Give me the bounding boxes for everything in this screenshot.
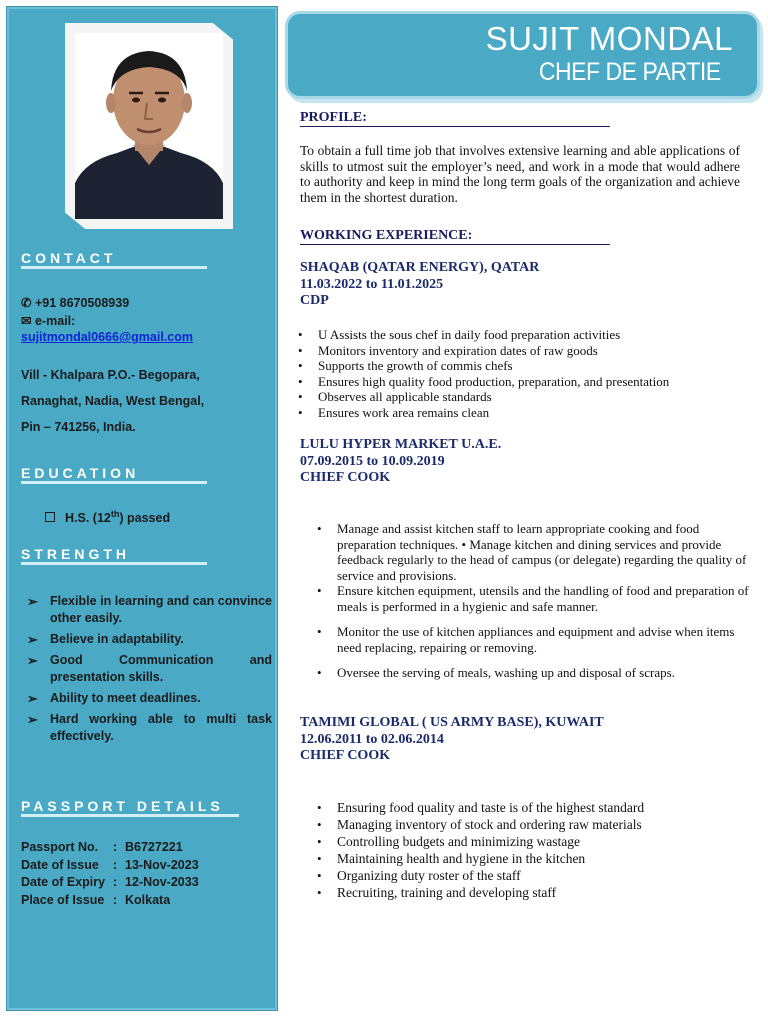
arrow-bullet-icon: ➢ <box>27 632 38 647</box>
passport-title: PASSPORT DETAILS <box>21 798 224 814</box>
profile-photo <box>75 33 223 219</box>
email-label: e-mail: <box>34 314 76 328</box>
list-item: • Oversee the serving of meals, washing up and disposal of scraps. <box>337 665 759 681</box>
candidate-name: SUJIT MONDAL <box>485 20 733 57</box>
email-link[interactable]: sujitmondal0666@gmail.com <box>21 330 193 344</box>
list-item: • Ensures work area remains clean <box>318 405 758 421</box>
job-2-header <box>300 437 760 487</box>
strength-text: Flexible in learning and can convince other easily. <box>50 594 272 625</box>
list-item <box>25 652 272 686</box>
job-role: CHIEF COOK <box>300 748 391 763</box>
address-line-2: Ranaghat, Nadia, West Bengal, <box>21 394 205 408</box>
list-item: • Ensure kitchen equipment, utensils and the handling of food and preparation of meals is performed in a hygienic and safe manner. <box>337 583 759 614</box>
passport-value: B6727221 <box>125 840 183 854</box>
list-item <box>25 690 272 707</box>
email-icon: ✉ <box>21 314 32 328</box>
passport-divider <box>21 814 239 817</box>
education-divider <box>21 481 207 484</box>
education-text-post: ) passed <box>119 511 171 526</box>
list-item: • Ensuring food quality and taste is of the highest standard <box>337 799 757 816</box>
arrow-bullet-icon: ➢ <box>27 594 38 609</box>
contact-title: CONTACT <box>21 250 117 266</box>
job-company: LULU HYPER MARKET U.A.E. <box>300 437 502 452</box>
job-3-header <box>300 715 760 765</box>
job-1-header <box>300 260 760 310</box>
passport-value: 12-Nov-2033 <box>125 875 199 889</box>
contact-divider <box>21 266 207 269</box>
list-item: • Observes all applicable standards <box>318 389 758 405</box>
table-row: Date of Issue : 13-Nov-2023 <box>21 857 199 875</box>
passport-table <box>21 839 199 909</box>
strength-divider <box>21 562 207 565</box>
list-item: • Monitors inventory and expiration dates of raw goods <box>318 343 758 359</box>
strength-text: Believe in adaptability. <box>50 632 184 646</box>
experience-section <box>300 226 760 245</box>
job-company: SHAQAB (QATAR ENERGY), QATAR <box>300 260 540 275</box>
address-line-1: Vill - Khalpara P.O.- Begopara, <box>21 368 200 382</box>
passport-label: Date of Expiry <box>21 875 106 889</box>
phone-number: +91 8670508939 <box>34 296 130 310</box>
strength-text: Hard working able to multi task effectively. <box>50 712 272 743</box>
name-banner <box>288 14 757 96</box>
checkbox-icon <box>45 512 55 522</box>
list-item: • Monitor the use of kitchen appliances and equipment and advise when items need replacing, repairing or removing. <box>337 624 759 655</box>
education-title: EDUCATION <box>21 465 140 481</box>
passport-label: Date of Issue <box>21 857 99 872</box>
job-dates: 12.06.2011 to 02.06.2014 <box>300 731 444 747</box>
job-role: CDP <box>300 293 329 308</box>
list-item: • Supports the growth of commis chefs <box>318 358 758 374</box>
passport-label: Place of Issue <box>21 892 105 907</box>
passport-value: 13-Nov-2023 <box>125 857 199 872</box>
strength-list <box>25 593 272 749</box>
candidate-role: CHEF DE PARTIE <box>539 58 721 86</box>
list-item: • Manage and assist kitchen staff to learn appropriate cooking and food preparation techniques. • Manage kitchen and dining services and provide feedback regularly to the head of campus (or delegate) regarding the quality of service and provisions. <box>337 521 759 583</box>
experience-title: WORKING EXPERIENCE: <box>300 228 610 245</box>
list-item: • Managing inventory of stock and ordering raw materials <box>337 816 757 833</box>
list-item: • Recruiting, training and developing staff <box>337 884 757 901</box>
arrow-bullet-icon: ➢ <box>27 691 38 706</box>
email-row <box>21 330 193 344</box>
table-row: Place of Issue : Kolkata <box>21 892 199 910</box>
strength-title: STRENGTH <box>21 546 130 562</box>
profile-title: PROFILE: <box>300 110 610 127</box>
list-item <box>25 711 272 745</box>
phone-icon: ✆ <box>21 296 32 310</box>
profile-text: To obtain a full time job that involves extensive learning and able applications of skills to utmost suit the employer’s need, and work in a mode that would adhere to authority and keep in mind the long term goals of the organization and achieve them in the shortest duration. <box>300 143 740 205</box>
job-2-bullets <box>337 521 759 681</box>
arrow-bullet-icon: ➢ <box>27 653 38 668</box>
table-row: Passport No. : B6727221 <box>21 839 199 857</box>
email-label-row <box>21 313 75 328</box>
job-3-bullets <box>337 799 757 901</box>
strength-text: Ability to meet deadlines. <box>50 691 201 705</box>
photo-frame <box>65 23 233 229</box>
job-company: TAMIMI GLOBAL ( US ARMY BASE), KUWAIT <box>300 715 604 730</box>
passport-value: Kolkata <box>125 892 171 907</box>
education-text-sup: th <box>110 509 120 519</box>
job-dates: 07.09.2015 to 10.09.2019 <box>300 453 445 469</box>
job-dates: 11.03.2022 to 11.01.2025 <box>300 276 444 292</box>
education-text-pre: H.S. (12 <box>65 511 111 526</box>
list-item <box>25 593 272 627</box>
list-item: • Ensures high quality food production, preparation, and presentation <box>318 374 758 390</box>
list-item: • Controlling budgets and minimizing wastage <box>337 833 757 850</box>
education-item <box>45 509 170 525</box>
table-row: Date of Expiry : 12-Nov-2033 <box>21 874 199 892</box>
list-item: • Maintaining health and hygiene in the kitchen <box>337 850 757 867</box>
address-line-3: Pin – 741256, India. <box>21 420 136 434</box>
strength-text: Good Communication and presentation skills. <box>50 653 272 684</box>
list-item: • Organizing duty roster of the staff <box>337 867 757 884</box>
job-1-bullets <box>318 327 758 420</box>
list-item: • U Assists the sous chef in daily food preparation activities <box>318 327 758 343</box>
passport-label: Passport No. <box>21 840 99 854</box>
phone-row <box>21 295 129 310</box>
list-item <box>25 631 272 648</box>
arrow-bullet-icon: ➢ <box>27 712 38 727</box>
job-role: CHIEF COOK <box>300 470 391 485</box>
profile-section <box>300 108 760 127</box>
sidebar <box>6 6 278 1011</box>
